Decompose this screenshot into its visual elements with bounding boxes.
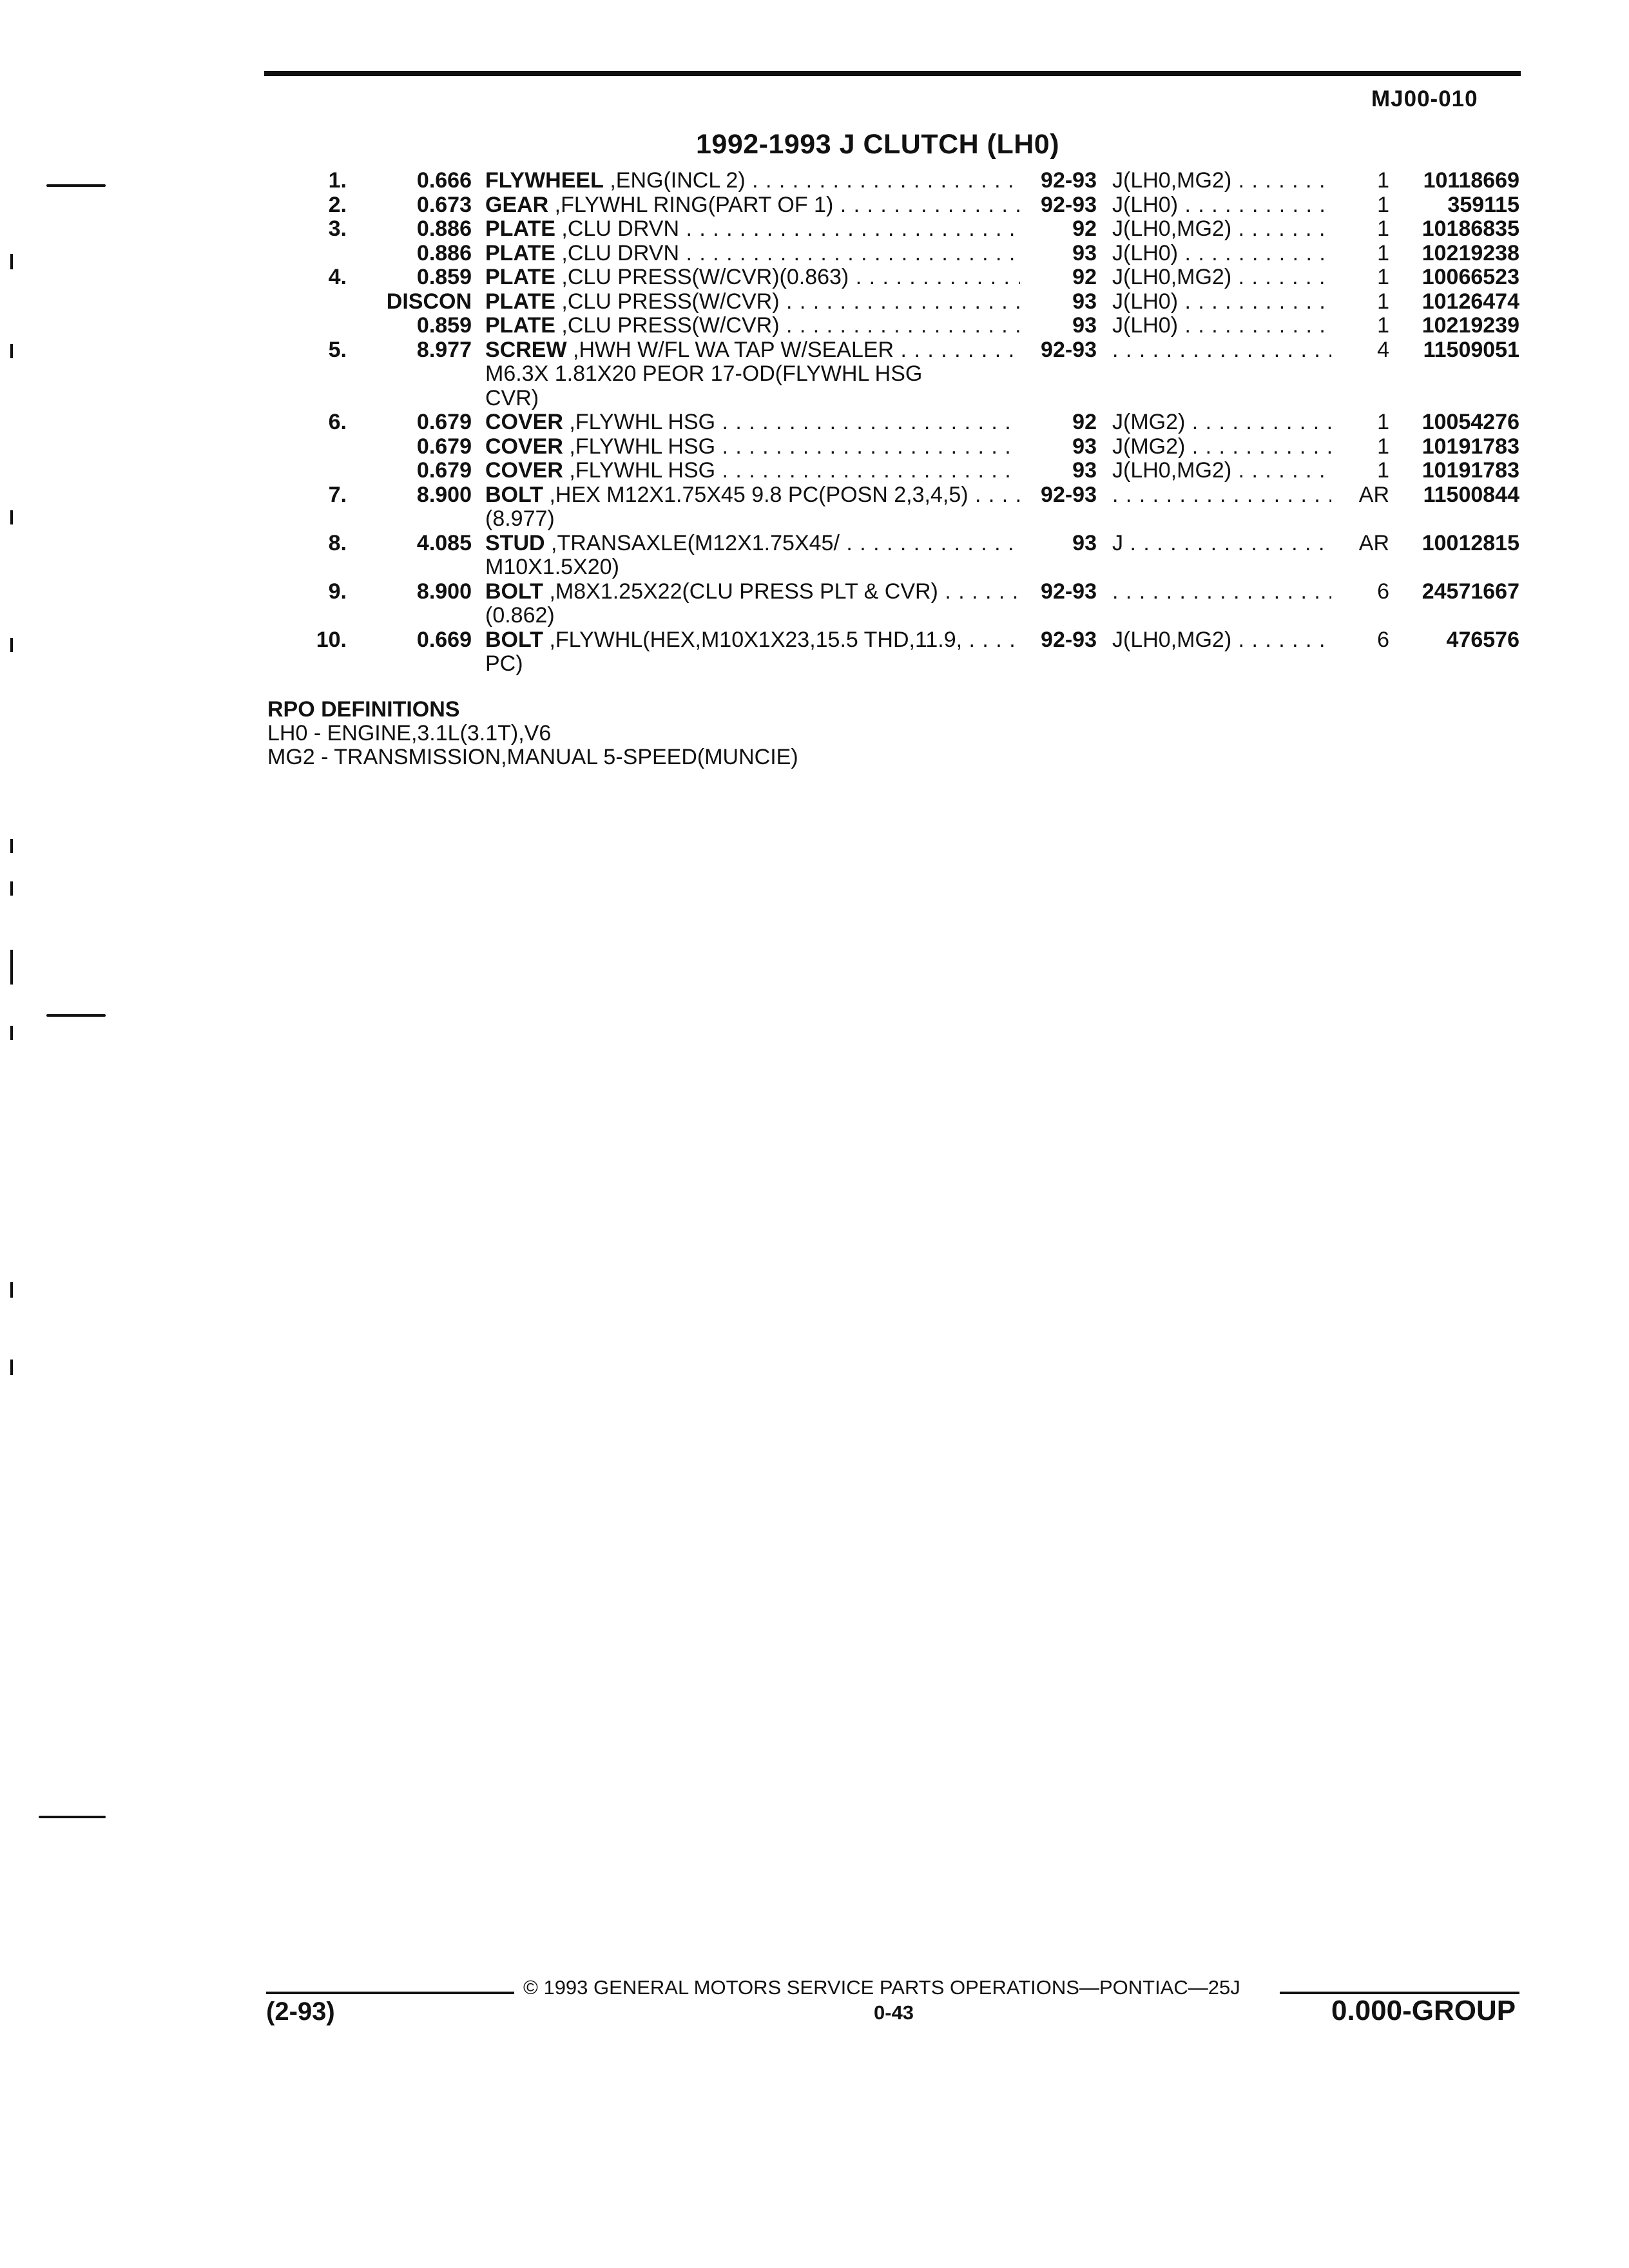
- part-detail: ,ENG(INCL 2): [603, 169, 746, 193]
- part-detail: ,FLYWHL(HEX,M10X1X23,15.5 THD,11.9,: [543, 628, 963, 652]
- rpo-definitions: [267, 698, 798, 769]
- model-years: 93: [1072, 530, 1097, 555]
- model-years: 92-93: [1041, 337, 1097, 362]
- part-description: [485, 169, 1020, 193]
- header-rule: [264, 71, 1521, 76]
- model-years: 92-93: [1041, 579, 1097, 604]
- item-number: 9.: [328, 579, 347, 604]
- usage-code: [1112, 410, 1331, 435]
- part-number: 10219238: [1422, 240, 1519, 265]
- group-number: 0.679: [416, 434, 472, 459]
- usage-code: [1112, 459, 1331, 483]
- usage-code: [1112, 338, 1331, 363]
- item-number: 4.: [328, 265, 347, 289]
- hole-punch-mark: [46, 1014, 106, 1017]
- part-detail: ,CLU PRESS(W/CVR): [555, 289, 780, 314]
- quantity: 1: [1377, 240, 1389, 265]
- description-line: [485, 169, 1020, 193]
- model-years: 92-93: [1041, 482, 1097, 507]
- model-years: 92: [1072, 410, 1097, 434]
- part-detail: ,HEX M12X1.75X45 9.8 PC(POSN 2,3,4,5): [543, 483, 969, 507]
- item-number: 5.: [328, 337, 347, 362]
- quantity: 6: [1377, 627, 1389, 652]
- description-line: [485, 507, 1020, 532]
- group-number: 0.666: [416, 168, 472, 193]
- quantity: 6: [1377, 579, 1389, 604]
- part-detail: (0.862): [485, 604, 555, 628]
- part-description: [485, 217, 1020, 242]
- quantity: 4: [1377, 337, 1389, 362]
- part-number: 10066523: [1422, 265, 1519, 289]
- part-row: [0, 193, 1629, 218]
- part-name: BOLT: [485, 483, 544, 507]
- quantity: 1: [1377, 168, 1389, 193]
- part-detail: ,HWH W/FL WA TAP W/SEALER: [566, 338, 894, 362]
- part-description: [485, 483, 1020, 532]
- part-description: [485, 580, 1020, 628]
- scan-margin-tick: [10, 1282, 13, 1298]
- part-number: 10012815: [1422, 530, 1519, 555]
- scan-margin-tick: [10, 950, 13, 985]
- model-years: 93: [1072, 313, 1097, 338]
- usage-text: J(LH0): [1112, 314, 1179, 338]
- usage-text: J(LH0): [1112, 193, 1179, 217]
- part-row: [0, 217, 1629, 242]
- description-line: [485, 483, 1020, 508]
- part-number: 24571667: [1422, 579, 1519, 604]
- group-number: DISCON: [386, 289, 472, 314]
- item-number: 3.: [328, 216, 347, 241]
- part-detail: CVR): [485, 386, 539, 410]
- model-years: 92: [1072, 265, 1097, 289]
- usage-code: [1112, 314, 1331, 338]
- usage-code: [1112, 580, 1331, 604]
- quantity: 1: [1377, 289, 1389, 314]
- description-line: [485, 628, 1020, 653]
- part-name: BOLT: [485, 628, 544, 652]
- part-row: [0, 338, 1629, 411]
- description-line: [485, 193, 1020, 218]
- rpo-item-mg2: MG2 - TRANSMISSION,MANUAL 5-SPEED(MUNCIE): [267, 745, 798, 769]
- group-number: 0.679: [416, 410, 472, 434]
- footer-rule-left: [266, 1992, 514, 1994]
- scan-margin-tick: [10, 1026, 13, 1040]
- footer-group: 0.000-GROUP: [1331, 1995, 1516, 2026]
- part-description: [485, 265, 1020, 290]
- part-number: 476576: [1446, 627, 1519, 652]
- part-row: [0, 580, 1629, 628]
- part-detail: ,CLU PRESS(W/CVR): [555, 314, 780, 338]
- description-line: [485, 435, 1020, 459]
- description-line: [485, 362, 1020, 387]
- usage-code: [1112, 628, 1331, 653]
- part-detail: M6.3X 1.81X20 PEOR 17-OD(FLYWHL HSG: [485, 362, 923, 386]
- part-row: [0, 628, 1629, 677]
- part-detail: ,CLU DRVN: [555, 217, 680, 241]
- usage-text: J(LH0,MG2): [1112, 459, 1232, 483]
- part-description: [485, 338, 1020, 411]
- part-number: 359115: [1447, 192, 1519, 217]
- part-name: PLATE: [485, 265, 555, 289]
- parts-list: [0, 169, 1629, 677]
- usage-text: J(LH0): [1112, 289, 1179, 314]
- quantity: 1: [1377, 458, 1389, 483]
- description-line: [485, 265, 1020, 290]
- part-row: [0, 435, 1629, 459]
- rpo-heading: RPO DEFINITIONS: [267, 697, 460, 722]
- document-code: MJ00-010: [1371, 86, 1478, 111]
- usage-text: J(LH0): [1112, 241, 1179, 265]
- item-number: 10.: [316, 627, 347, 652]
- scan-margin-tick: [10, 1360, 13, 1375]
- part-description: [485, 290, 1020, 314]
- part-name: STUD: [485, 531, 545, 555]
- usage-text: J(LH0,MG2): [1112, 169, 1232, 193]
- part-row: [0, 410, 1629, 435]
- part-name: GEAR: [485, 193, 549, 217]
- usage-code: [1112, 290, 1331, 314]
- scan-margin-tick: [10, 344, 13, 358]
- scan-margin-tick: [10, 510, 13, 524]
- footer-rule-right: [1280, 1992, 1519, 1994]
- group-number: 8.900: [416, 579, 472, 604]
- part-description: [485, 242, 1020, 266]
- footer-date: (2-93): [266, 1997, 335, 2026]
- description-line: [485, 338, 1020, 363]
- part-name: COVER: [485, 410, 563, 434]
- item-number: 6.: [328, 410, 347, 434]
- quantity: AR: [1358, 482, 1389, 507]
- part-row: [0, 314, 1629, 338]
- group-number: 0.886: [416, 216, 472, 241]
- part-name: PLATE: [485, 241, 555, 265]
- scan-margin-tick: [10, 254, 13, 269]
- quantity: 1: [1377, 265, 1389, 289]
- part-description: [485, 532, 1020, 580]
- part-number: 10219239: [1422, 313, 1519, 338]
- part-row: [0, 459, 1629, 483]
- model-years: 92-93: [1041, 627, 1097, 652]
- part-detail: ,FLYWHL HSG: [563, 410, 716, 434]
- part-description: [485, 193, 1020, 218]
- part-name: PLATE: [485, 314, 555, 338]
- quantity: 1: [1377, 434, 1389, 459]
- part-description: [485, 628, 1020, 677]
- part-name: PLATE: [485, 217, 555, 241]
- group-number: 0.859: [416, 265, 472, 289]
- quantity: 1: [1377, 192, 1389, 217]
- part-description: [485, 459, 1020, 483]
- model-years: 92-93: [1041, 168, 1097, 193]
- quantity: AR: [1358, 530, 1389, 555]
- scan-margin-tick: [10, 839, 13, 853]
- part-number: 10054276: [1422, 410, 1519, 434]
- group-number: 4.085: [416, 530, 472, 555]
- group-number: 8.900: [416, 482, 472, 507]
- part-number: 10126474: [1422, 289, 1519, 314]
- item-number: 7.: [328, 482, 347, 507]
- model-years: 93: [1072, 289, 1097, 314]
- part-number: 11500844: [1423, 482, 1519, 507]
- usage-code: [1112, 435, 1331, 459]
- group-number: 0.886: [416, 240, 472, 265]
- part-row: [0, 483, 1629, 532]
- part-detail: ,TRANSAXLE(M12X1.75X45/: [545, 531, 840, 555]
- quantity: 1: [1377, 216, 1389, 241]
- part-detail: M10X1.5X20): [485, 555, 619, 579]
- usage-text: J(MG2): [1112, 434, 1186, 459]
- group-number: 0.669: [416, 627, 472, 652]
- usage-code: [1112, 265, 1331, 290]
- model-years: 92: [1072, 216, 1097, 241]
- rpo-item-lh0: LH0 - ENGINE,3.1L(3.1T),V6: [267, 721, 552, 745]
- item-number: 2.: [328, 192, 347, 217]
- quantity: 1: [1377, 313, 1389, 338]
- description-line: [485, 604, 1020, 628]
- usage-text: J(LH0,MG2): [1112, 628, 1232, 652]
- description-line: [485, 242, 1020, 266]
- part-detail: PC): [485, 652, 523, 676]
- description-line: [485, 410, 1020, 435]
- part-number: 10191783: [1422, 434, 1519, 459]
- part-name: BOLT: [485, 579, 544, 604]
- group-number: 0.673: [416, 192, 472, 217]
- part-number: 10118669: [1423, 168, 1519, 193]
- usage-code: [1112, 242, 1331, 266]
- usage-text: J(LH0,MG2): [1112, 217, 1232, 241]
- part-number: 10191783: [1422, 458, 1519, 483]
- description-line: [485, 555, 1020, 580]
- part-row: [0, 169, 1629, 193]
- part-row: [0, 265, 1629, 290]
- group-number: 8.977: [416, 337, 472, 362]
- item-number: 1.: [328, 168, 347, 193]
- part-detail: ,M8X1.25X22(CLU PRESS PLT & CVR): [543, 579, 938, 604]
- description-line: [485, 290, 1020, 314]
- part-detail: ,CLU PRESS(W/CVR)(0.863): [555, 265, 849, 289]
- description-line: [485, 387, 1020, 411]
- group-number: 0.859: [416, 313, 472, 338]
- hole-punch-mark: [39, 1816, 106, 1818]
- part-detail: (8.977): [485, 507, 555, 531]
- quantity: 1: [1377, 410, 1389, 434]
- usage-text: J: [1112, 531, 1123, 555]
- scan-margin-tick: [10, 881, 13, 896]
- part-row: [0, 242, 1629, 266]
- part-detail: ,FLYWHL RING(PART OF 1): [548, 193, 834, 217]
- part-description: [485, 410, 1020, 435]
- section-title: 1992-1993 J CLUTCH (LH0): [696, 129, 1060, 160]
- description-line: [485, 580, 1020, 604]
- part-detail: ,FLYWHL HSG: [563, 434, 716, 459]
- description-line: [485, 314, 1020, 338]
- part-number: 10186835: [1422, 216, 1519, 241]
- usage-code: [1112, 193, 1331, 218]
- description-line: [485, 217, 1020, 242]
- part-name: FLYWHEEL: [485, 169, 604, 193]
- group-number: 0.679: [416, 458, 472, 483]
- model-years: 92-93: [1041, 192, 1097, 217]
- copyright-line: © 1993 GENERAL MOTORS SERVICE PARTS OPERATIONS—PONTIAC—25J: [523, 1976, 1240, 1999]
- usage-code: [1112, 483, 1331, 508]
- item-number: 8.: [328, 530, 347, 555]
- part-detail: ,CLU DRVN: [555, 241, 680, 265]
- model-years: 93: [1072, 434, 1097, 459]
- description-line: [485, 652, 1020, 677]
- part-name: SCREW: [485, 338, 567, 362]
- usage-code: [1112, 217, 1331, 242]
- usage-text: J(MG2): [1112, 410, 1186, 434]
- part-name: PLATE: [485, 289, 555, 314]
- page-number: 0-43: [874, 2001, 914, 2024]
- usage-code: [1112, 169, 1331, 193]
- part-name: COVER: [485, 434, 563, 459]
- scan-margin-tick: [10, 638, 13, 652]
- part-description: [485, 435, 1020, 459]
- usage-text: J(LH0,MG2): [1112, 265, 1232, 289]
- part-name: COVER: [485, 459, 563, 483]
- part-description: [485, 314, 1020, 338]
- part-row: [0, 532, 1629, 580]
- part-row: [0, 290, 1629, 314]
- hole-punch-mark: [46, 184, 106, 187]
- part-detail: ,FLYWHL HSG: [563, 459, 716, 483]
- model-years: 93: [1072, 240, 1097, 265]
- part-number: 11509051: [1423, 337, 1519, 362]
- model-years: 93: [1072, 458, 1097, 483]
- usage-code: [1112, 532, 1331, 556]
- description-line: [485, 459, 1020, 483]
- description-line: [485, 532, 1020, 556]
